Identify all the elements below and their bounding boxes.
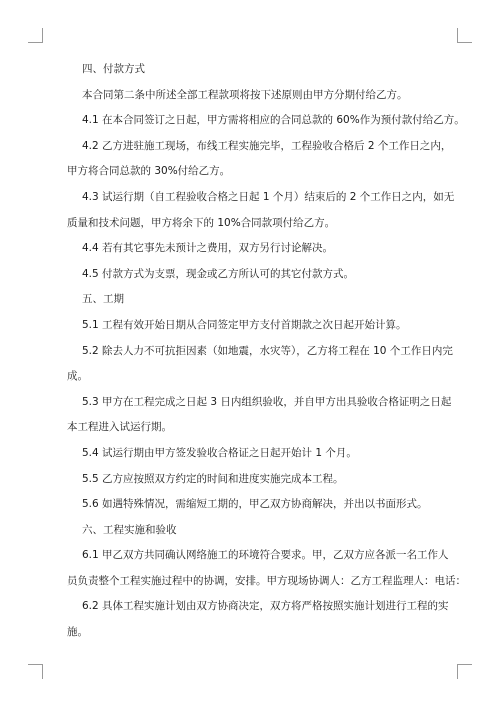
- paragraph-line: 施。: [67, 626, 88, 639]
- paragraph-line: 5.1 工程有效开始日期从合同签定甲方支付首期款之次日起开始计算。: [82, 318, 407, 331]
- paragraph-line: 5.3 甲方在工程完成之日起 3 日内组织验收，并自甲方出具验收合格证明之日起: [82, 395, 452, 408]
- paragraph-line: 4.3 试运行期（自工程验收合格之日起 1 个月）结束后的 2 个工作日之内，如无: [82, 190, 455, 203]
- document-body: [67, 62, 466, 640]
- paragraph-line: 5.5 乙方应按照双方约定的时间和进度实施完成本工程。: [82, 472, 344, 485]
- paragraph-line: 6.2 具体工程实施计划由双方协商决定，双方将严格按照实施计划进行工程的实: [82, 600, 449, 613]
- paragraph-line: 4.4 若有其它事先未预计之费用，双方另行讨论解决。: [82, 242, 334, 255]
- corner-mark-bottom-left: [28, 664, 43, 679]
- corner-mark-bottom-right: [457, 664, 472, 679]
- paragraph-line: 5.2 除去人力不可抗拒因素（如地震，水灾等），乙方将工程在 10 个工作日内完: [82, 344, 453, 357]
- paragraph-line: 本工程进入试运行期。: [67, 421, 172, 434]
- section-heading-schedule: 五、工期: [82, 293, 124, 306]
- paragraph-line: 5.4 试运行期由甲方签发验收合格证之日起开始计 1 个月。: [82, 446, 357, 459]
- paragraph-line: 员负责整个工程实施过程中的协调，安排。甲方现场协调人：乙方工程监理人：电话：: [67, 574, 466, 587]
- paragraph-line: 成。: [67, 370, 88, 383]
- paragraph-line: 6.1 甲乙双方共同确认网络施工的环境符合要求。甲，乙双方应各派一名工作人: [82, 549, 449, 562]
- section-heading-payment: 四、付款方式: [82, 63, 145, 75]
- paragraph-line: 质量和技术问题，甲方将余下的 10%合同款项付给乙方。: [67, 216, 336, 229]
- paragraph-line: 本合同第二条中所述全部工程款项将按下述原则由甲方分期付给乙方。: [82, 88, 408, 101]
- paragraph-line: 4.1 在本合同签订之日起，甲方需将相应的合同总款的 60%作为预付款付给乙方。: [82, 114, 465, 127]
- paragraph-line: 4.5 付款方式为支票，现金或乙方所认可的其它付款方式。: [82, 267, 355, 280]
- paragraph-line: 甲方将合同总款的 30%付给乙方。: [67, 165, 231, 178]
- corner-mark-top-right: [457, 28, 472, 43]
- paragraph-line: 4.2 乙方进驻施工现场，布线工程实施完毕，工程验收合格后 2 个工作日之内，: [82, 139, 452, 152]
- corner-mark-top-left: [28, 28, 43, 43]
- paragraph-line: 5.6 如遇特殊情况，需缩短工期的，甲乙双方协商解决，并出以书面形式。: [82, 498, 428, 511]
- section-heading-implementation: 六、工程实施和验收: [82, 523, 177, 536]
